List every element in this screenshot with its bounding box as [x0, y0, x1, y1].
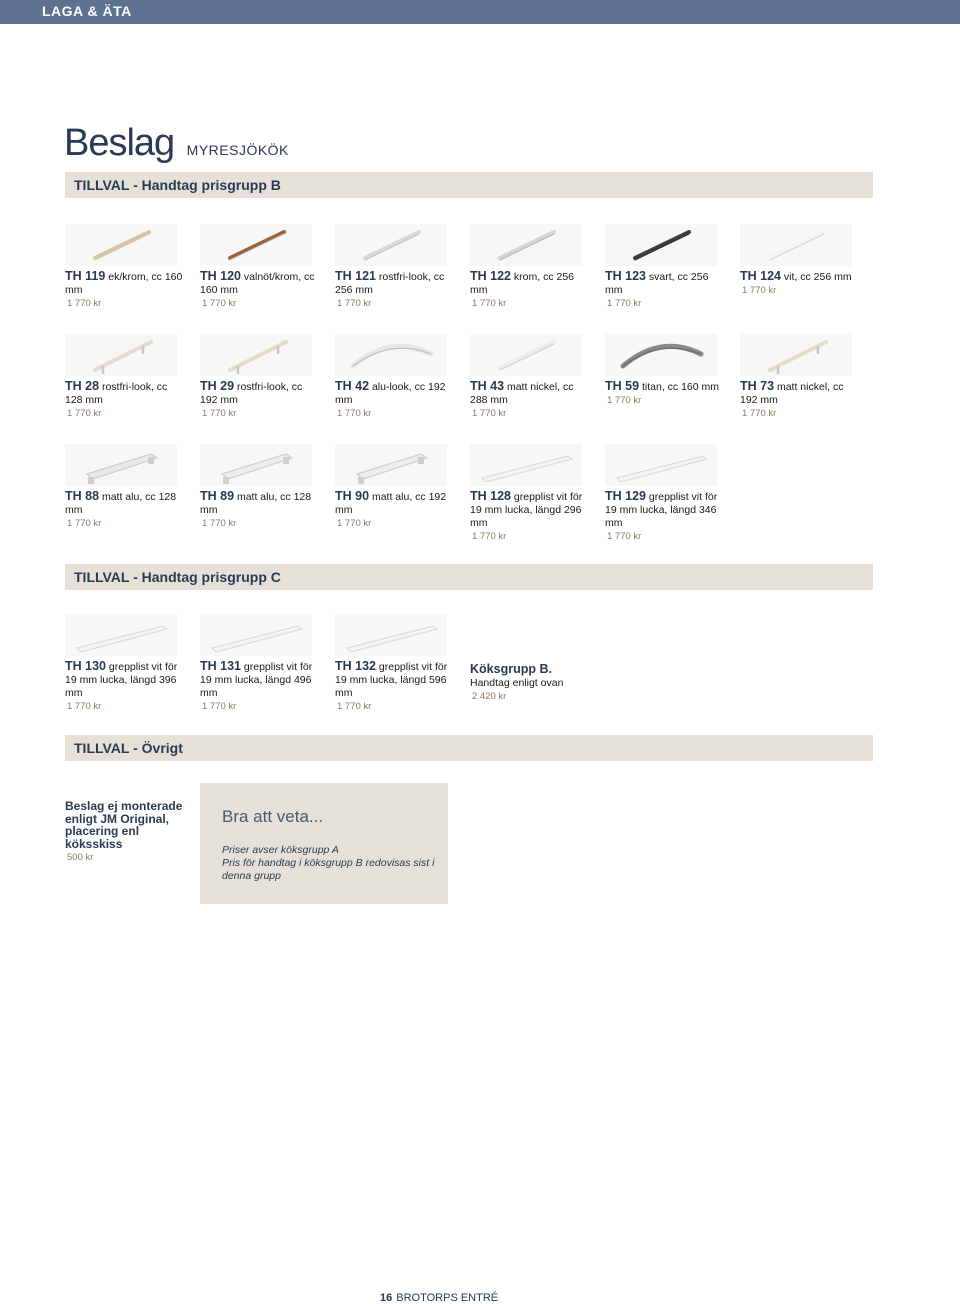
- product-description: matt alu, cc 128 mm: [200, 491, 312, 516]
- product-description: valnöt/krom, cc 160 mm: [200, 271, 315, 296]
- product-price: 1 770 kr: [337, 298, 372, 309]
- page-number: 16: [380, 1292, 393, 1304]
- section-title: TILLVAL - Handtag prisgrupp C: [74, 569, 281, 585]
- product-description: matt alu, cc 192 mm: [335, 491, 447, 516]
- product-code: TH 88: [65, 489, 100, 503]
- product-card: [335, 224, 455, 309]
- handle-image: [470, 334, 582, 376]
- product-description: svart, cc 256 mm: [605, 271, 709, 296]
- product-name: [65, 380, 185, 407]
- page-title-sub: MYRESJÖKÖK: [186, 142, 289, 158]
- handle-image: [470, 444, 582, 486]
- handle-image: [335, 614, 447, 656]
- product-description: grepplist vit för 19 mm lucka, längd 596 mm: [335, 661, 448, 699]
- product-name: [470, 490, 590, 530]
- product-name: [470, 380, 590, 407]
- product-description: matt nickel, cc 192 mm: [740, 381, 844, 406]
- product-card: [335, 334, 455, 419]
- product-code: TH 89: [200, 489, 235, 503]
- product-card: [335, 444, 455, 529]
- section-header-c: [65, 564, 873, 590]
- handle-image: [200, 224, 312, 266]
- top-banner: [0, 0, 960, 24]
- handle-image: [335, 224, 447, 266]
- product-code: TH 130: [65, 659, 106, 673]
- handle-image: [470, 224, 582, 266]
- product-name: [200, 490, 320, 517]
- product-card: [335, 614, 455, 712]
- product-code: TH 119: [65, 269, 106, 283]
- info-heading: Bra att veta...: [222, 807, 324, 826]
- product-code: TH 132: [335, 659, 376, 673]
- product-price: 1 770 kr: [337, 518, 372, 529]
- product-name: [335, 490, 455, 517]
- product-price: 1 770 kr: [607, 298, 642, 309]
- product-price: 1 770 kr: [337, 408, 372, 419]
- misc-item-title: Beslag ej monterade enligt JM Original, placering enl köksskiss: [65, 799, 183, 851]
- page-footer: [380, 1292, 498, 1304]
- product-card: [605, 334, 725, 406]
- product-price: 1 770 kr: [202, 518, 237, 529]
- product-card: [605, 224, 725, 309]
- kitchen-group-name: Köksgrupp B.: [470, 662, 552, 676]
- product-price: 1 770 kr: [472, 408, 507, 419]
- product-card: [200, 334, 320, 419]
- product-name: [200, 380, 320, 407]
- product-code: TH 121: [335, 269, 376, 283]
- product-name: [470, 270, 590, 297]
- info-box: [200, 783, 448, 904]
- kitchen-group-desc: Handtag enligt ovan: [470, 677, 564, 689]
- product-code: TH 42: [335, 379, 370, 393]
- product-card: [65, 444, 185, 529]
- product-price: 1 770 kr: [472, 531, 507, 542]
- product-name: [605, 380, 725, 394]
- product-description: rostfri-look, cc 256 mm: [335, 271, 445, 296]
- handle-image: [335, 334, 447, 376]
- product-price: 1 770 kr: [67, 518, 102, 529]
- product-name: [740, 380, 860, 407]
- product-name: [605, 490, 725, 530]
- product-price: 1 770 kr: [742, 408, 777, 419]
- handle-image: [200, 614, 312, 656]
- product-card: [740, 224, 860, 296]
- product-name: [335, 380, 455, 407]
- product-description: grepplist vit för 19 mm lucka, längd 496 mm: [200, 661, 313, 699]
- product-price: 1 770 kr: [202, 408, 237, 419]
- product-code: TH 123: [605, 269, 646, 283]
- product-card: [200, 444, 320, 529]
- product-code: TH 124: [740, 269, 781, 283]
- product-code: TH 122: [470, 269, 511, 283]
- product-card: [65, 334, 185, 419]
- product-description: matt alu, cc 128 mm: [65, 491, 177, 516]
- handle-image: [740, 224, 852, 266]
- product-price: 1 770 kr: [607, 395, 642, 406]
- product-price: 1 770 kr: [742, 285, 777, 296]
- product-card: [470, 224, 590, 309]
- product-description: grepplist vit för 19 mm lucka, längd 296 mm: [470, 491, 583, 529]
- handle-image: [65, 614, 177, 656]
- handle-image: [605, 334, 717, 376]
- handle-image: [200, 444, 312, 486]
- page-title-main: Beslag: [64, 122, 175, 164]
- product-name: [335, 270, 455, 297]
- product-card: [470, 334, 590, 419]
- product-price: 1 770 kr: [607, 531, 642, 542]
- product-card: [65, 614, 185, 712]
- product-price: 1 770 kr: [202, 298, 237, 309]
- kitchen-group-price: 2 420 kr: [472, 691, 507, 702]
- handle-image: [605, 224, 717, 266]
- product-card: [470, 444, 590, 542]
- product-price: 1 770 kr: [202, 701, 237, 712]
- product-code: TH 90: [335, 489, 370, 503]
- section-header-other: [65, 735, 873, 761]
- product-description: krom, cc 256 mm: [470, 271, 575, 296]
- product-card: [200, 614, 320, 712]
- product-name: [65, 660, 185, 700]
- product-price: 1 770 kr: [337, 701, 372, 712]
- product-code: TH 29: [200, 379, 235, 393]
- product-code: TH 28: [65, 379, 100, 393]
- product-description: rostfri-look, cc 128 mm: [65, 381, 168, 406]
- misc-item-price: 500 kr: [67, 852, 94, 863]
- section-header-b: [65, 172, 873, 198]
- product-name: [65, 490, 185, 517]
- handle-image: [200, 334, 312, 376]
- product-code: TH 129: [605, 489, 646, 503]
- section-title: TILLVAL - Handtag prisgrupp B: [74, 177, 281, 193]
- kitchen-group-note: [470, 662, 600, 702]
- info-line-2: Pris för handtag i köksgrupp B redovisas sist i denna grupp: [222, 857, 435, 882]
- section-title: TILLVAL - Övrigt: [74, 740, 183, 756]
- product-card: [740, 334, 860, 419]
- product-price: 1 770 kr: [67, 298, 102, 309]
- handle-image: [65, 224, 177, 266]
- product-description: grepplist vit för 19 mm lucka, längd 396 mm: [65, 661, 178, 699]
- product-description: grepplist vit för 19 mm lucka, längd 346 mm: [605, 491, 718, 529]
- product-card: [65, 224, 185, 309]
- handle-image: [335, 444, 447, 486]
- product-description: matt nickel, cc 288 mm: [470, 381, 574, 406]
- product-description: alu-look, cc 192 mm: [335, 381, 446, 406]
- footer-brand: BROTORPS ENTRÉ: [396, 1292, 499, 1304]
- product-code: TH 73: [740, 379, 775, 393]
- product-card: [605, 444, 725, 542]
- handle-image: [65, 334, 177, 376]
- product-code: TH 43: [470, 379, 505, 393]
- product-name: [605, 270, 725, 297]
- product-description: vit, cc 256 mm: [783, 271, 852, 283]
- product-description: ek/krom, cc 160 mm: [65, 271, 183, 296]
- page-title: [64, 122, 289, 165]
- product-name: [200, 660, 320, 700]
- product-description: rostfri-look, cc 192 mm: [200, 381, 303, 406]
- product-name: [740, 270, 860, 284]
- product-card: [200, 224, 320, 309]
- handle-image: [605, 444, 717, 486]
- product-code: TH 120: [200, 269, 241, 283]
- info-line-1: Priser avser köksgrupp A: [222, 844, 339, 856]
- product-code: TH 59: [605, 379, 640, 393]
- product-name: [335, 660, 455, 700]
- misc-item: [65, 800, 185, 863]
- product-description: titan, cc 160 mm: [641, 381, 719, 393]
- product-price: 1 770 kr: [67, 701, 102, 712]
- product-name: [200, 270, 320, 297]
- handle-image: [740, 334, 852, 376]
- product-name: [65, 270, 185, 297]
- handle-image: [65, 444, 177, 486]
- product-price: 1 770 kr: [472, 298, 507, 309]
- product-code: TH 131: [200, 659, 241, 673]
- product-price: 1 770 kr: [67, 408, 102, 419]
- banner-label: LAGA & ÄTA: [42, 3, 132, 19]
- product-code: TH 128: [470, 489, 511, 503]
